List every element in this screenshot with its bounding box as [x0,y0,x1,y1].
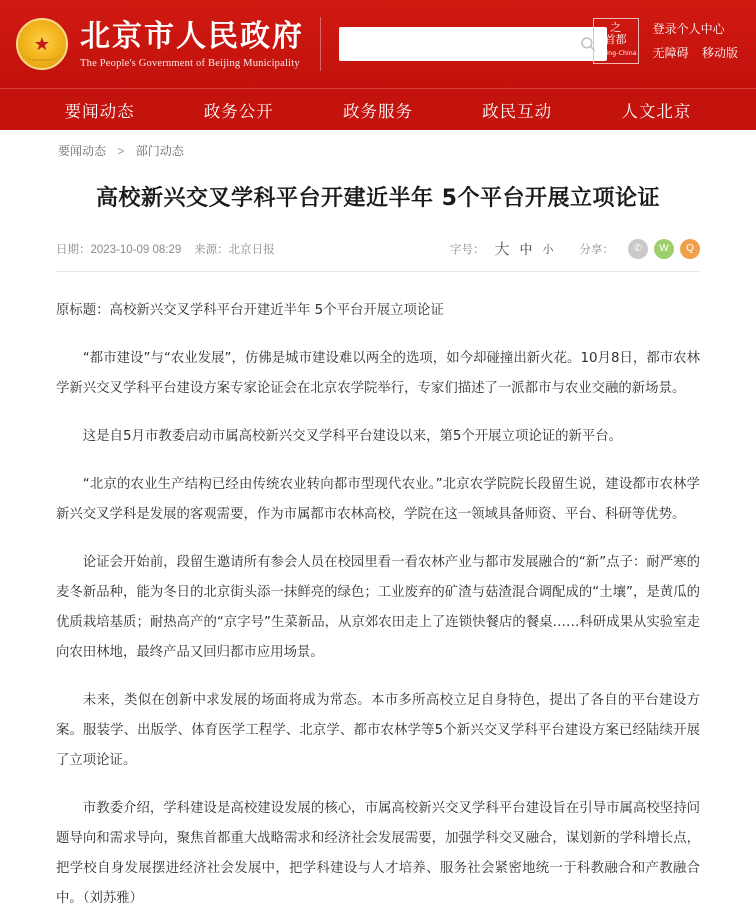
search-box[interactable] [339,27,607,61]
accessibility-link[interactable]: 无障碍 [652,46,689,60]
page-title: 高校新兴交叉学科平台开建近半年 5个平台开展立项论证 [96,186,660,211]
article-meta-left [56,241,450,257]
share-label: 分享： [579,243,614,256]
nav-item-interaction[interactable]: 政民互动 [482,101,553,121]
qq-share-icon[interactable]: Q [680,239,700,259]
nav-item-government-affairs[interactable]: 政务公开 [203,101,274,121]
site-title-cn: 北京市人民政府 [80,18,304,54]
nav-item-services[interactable]: 政务服务 [342,101,413,121]
article-paragraph: “北京的农业生产结构已经由传统农业转向都市型现代农业。”北京农学院院长段留生说，建设都市农林学新兴交叉学科是发展的客观需要，作为市属都市农林高校，学院在这一领域具备师资、平台、科研等优势。 [56,477,700,522]
mobile-link[interactable]: 移动版 [701,46,738,60]
breadcrumb [0,130,756,159]
date-value: 2023-10-09 08:29 [90,243,182,256]
site-header [0,0,756,88]
article-header [0,181,756,271]
nav-item-culture[interactable]: 人文北京 [621,101,692,121]
article-paragraph: 原标题：高校新兴交叉学科平台开建近半年 5个平台开展立项论证 [56,303,444,318]
seal-line1: 之 [610,21,622,34]
main-nav [0,88,756,130]
header-links [653,19,738,63]
article-paragraph: 市教委介绍，学科建设是高校建设发展的核心，市属高校新兴交叉学科平台建设旨在引导市属高校坚持问题导向和需求导向，聚焦首都重大战略需求和经济社会发展需要，加强学科交叉融合，谋划新的学科增长点，把学校自身发展摆进经济社会发展中，把学科建设与人才培养、服务社会紧密地统一于科教融合和产教融合中。（刘苏雅） [56,801,700,906]
header-divider [320,17,321,71]
article-body [0,296,756,914]
site-title-en: The People's Government of Beijing Municipality [80,57,300,69]
weibo-share-icon[interactable]: W [654,239,674,259]
source-label: 来源： [194,243,229,256]
login-link[interactable]: 登录个人中心 [652,22,725,36]
article-paragraph: 论证会开始前，段留生邀请所有参会人员在校园里看一看农林产业与都市发展融合的“新”点子：耐严寒的麦冬新品种，能为冬日的北京街头添一抹鲜亮的绿色；工业废弃的矿渣与菇渣混合调配成的“土壤”，是黄瓜的优质栽培基质；耐热高产的“京字号”生菜新品，从京郊农田走上了连锁快餐店的餐桌……科研成果从实验室走向农田林地，最终产品又回归都市应用场景。 [56,555,700,660]
seal-en: Beijing-China [594,50,637,57]
fontsize-small-button[interactable]: 小 [542,243,554,256]
article-meta-right [450,238,700,259]
article-paragraph: “都市建设”与“农业发展”，仿佛是城市建设难以两全的选项，如今却碰撞出新火花。10月8日，都市农林学新兴交叉学科平台建设方案专家论证会在北京农学院举行，专家们描述了一派都市与农业交融的新场景。 [56,351,700,396]
seal-line2: 首都 [604,33,627,46]
wechat-share-icon[interactable]: ✆ [628,239,648,259]
nav-item-news[interactable]: 要闻动态 [64,101,135,121]
capital-seal-icon[interactable] [593,18,639,64]
article-meta [56,238,700,271]
article-divider [56,271,700,272]
search-input[interactable] [349,36,579,53]
fontsize-large-button[interactable]: 大 [494,241,510,258]
article-paragraph: 这是自5月市教委启动市属高校新兴交叉学科平台建设以来，第5个开展立项论证的新平台。 [82,429,623,444]
date-label: 日期： [56,243,91,256]
breadcrumb-item-news[interactable]: 要闻动态 [58,144,107,158]
article-paragraph: 未来，类似在创新中求发展的场面将成为常态。本市多所高校立足自身特色，提出了各自的平台建设方案。服装学、出版学、体育医学工程学、北京学、都市农林学等5个新兴交叉学科平台建设方案已经陆续开展了立项论证。 [56,693,700,768]
national-emblem-icon [16,18,68,70]
fontsize-label: 字号： [449,243,485,256]
breadcrumb-item-department[interactable]: 部门动态 [135,144,184,158]
source-value: 北京日报 [228,243,275,256]
fontsize-medium-button[interactable]: 中 [519,242,533,257]
breadcrumb-separator: > [117,144,125,158]
site-title-block [80,20,304,69]
header-right [593,18,738,64]
emblem-star-icon: ★ [33,34,51,54]
